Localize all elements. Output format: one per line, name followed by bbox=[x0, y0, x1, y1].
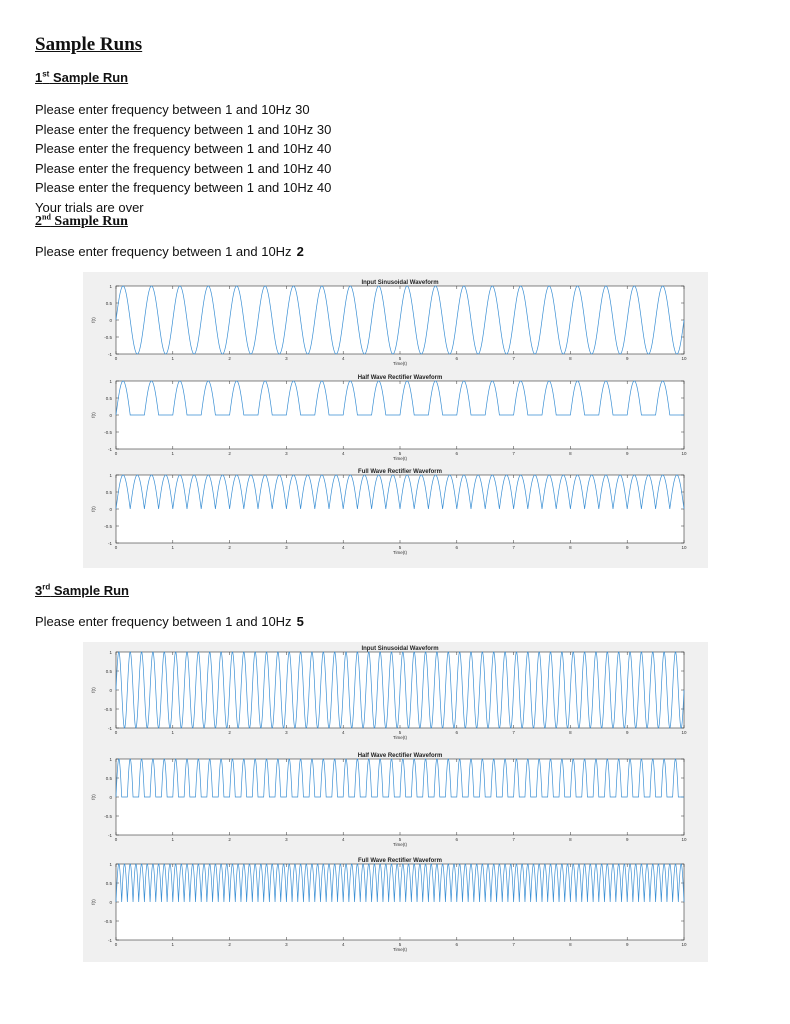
y-tick-label: -1 bbox=[107, 447, 112, 452]
x-tick-label: 6 bbox=[455, 451, 459, 456]
x-axis-label: Time(t) bbox=[392, 735, 408, 740]
x-tick-label: 4 bbox=[341, 356, 345, 361]
run1-line: Please enter the frequency between 1 and 10Hz 40 bbox=[35, 160, 332, 176]
y-axis-label: f(t) bbox=[91, 412, 96, 418]
y-tick-label: 0 bbox=[109, 413, 112, 418]
x-tick-label: 0 bbox=[114, 730, 118, 735]
y-tick-label: -0.5 bbox=[104, 919, 112, 924]
y-tick-label: 0.5 bbox=[105, 669, 112, 674]
x-tick-label: 2 bbox=[228, 356, 231, 361]
y-tick-label: 0 bbox=[109, 688, 112, 693]
run1-line: Your trials are over bbox=[35, 199, 144, 215]
x-tick-label: 9 bbox=[625, 837, 629, 842]
y-tick-label: 1 bbox=[109, 284, 112, 289]
run3-heading-num: 3 bbox=[35, 583, 43, 598]
x-tick-label: 5 bbox=[398, 942, 402, 947]
y-tick-label: -0.5 bbox=[104, 335, 112, 340]
chart-full-wave-rectifier-waveform bbox=[91, 858, 687, 952]
x-tick-label: 8 bbox=[569, 730, 572, 735]
y-tick-label: 1 bbox=[109, 379, 112, 384]
x-tick-label: 7 bbox=[512, 730, 515, 735]
y-axis-label: f(t) bbox=[91, 899, 96, 905]
x-tick-label: 5 bbox=[398, 451, 402, 456]
x-tick-label: 0 bbox=[114, 545, 118, 550]
chart-title: Half Wave Rectifier Waveform bbox=[357, 375, 443, 381]
y-tick-label: -1 bbox=[107, 726, 112, 731]
y-tick-label: -0.5 bbox=[104, 707, 112, 712]
y-tick-label: 0.5 bbox=[105, 776, 112, 781]
run1-line: Please enter the frequency between 1 and 10Hz 30 bbox=[35, 121, 332, 137]
run1-heading-num: 1 bbox=[35, 70, 43, 85]
y-tick-label: 1 bbox=[109, 650, 112, 655]
x-tick-label: 0 bbox=[114, 942, 118, 947]
run3-heading-sup: rd bbox=[42, 582, 51, 592]
y-tick-label: -1 bbox=[107, 938, 112, 943]
chart-title: Full Wave Rectifier Waveform bbox=[358, 858, 442, 864]
x-tick-label: 3 bbox=[285, 730, 288, 735]
x-tick-label: 5 bbox=[398, 545, 402, 550]
x-axis-label: Time(t) bbox=[392, 361, 408, 366]
x-tick-label: 9 bbox=[625, 451, 629, 456]
x-tick-label: 9 bbox=[625, 356, 629, 361]
y-tick-label: 1 bbox=[109, 862, 112, 867]
chart-half-wave-rectifier-waveform bbox=[91, 375, 687, 461]
x-tick-label: 3 bbox=[285, 545, 288, 550]
y-tick-label: 0 bbox=[109, 507, 112, 512]
run3-heading bbox=[35, 583, 129, 598]
x-tick-label: 3 bbox=[285, 451, 288, 456]
x-tick-label: 8 bbox=[569, 942, 572, 947]
x-tick-label: 1 bbox=[171, 545, 175, 550]
run2-heading-num: 2 bbox=[35, 214, 42, 229]
run2-prompt-value: 2 bbox=[296, 244, 304, 259]
x-tick-label: 5 bbox=[398, 837, 402, 842]
y-tick-label: -0.5 bbox=[104, 814, 112, 819]
chart-input-sinusoidal-waveform bbox=[91, 280, 687, 366]
run3-figure-canvas bbox=[83, 642, 708, 962]
chart-input-sinusoidal-waveform bbox=[91, 646, 687, 740]
x-tick-label: 5 bbox=[398, 356, 402, 361]
x-tick-label: 10 bbox=[681, 837, 687, 842]
x-tick-label: 7 bbox=[512, 356, 515, 361]
y-axis-label: f(t) bbox=[91, 506, 96, 512]
y-tick-label: -0.5 bbox=[104, 430, 112, 435]
y-axis-label: f(t) bbox=[91, 687, 96, 693]
x-axis-label: Time(t) bbox=[392, 842, 408, 847]
chart-half-wave-rectifier-waveform bbox=[91, 753, 687, 847]
run3-prompt bbox=[35, 614, 304, 629]
run2-figure-canvas bbox=[83, 272, 708, 568]
x-tick-label: 2 bbox=[228, 545, 231, 550]
run2-heading-sup: nd bbox=[42, 212, 51, 222]
y-tick-label: 1 bbox=[109, 757, 112, 762]
x-tick-label: 7 bbox=[512, 837, 515, 842]
run2-heading-text: Sample Run bbox=[50, 214, 128, 229]
run3-prompt-value: 5 bbox=[296, 614, 304, 629]
x-tick-label: 6 bbox=[455, 730, 459, 735]
run2-prompt bbox=[35, 244, 304, 259]
x-tick-label: 3 bbox=[285, 837, 288, 842]
y-tick-label: 0.5 bbox=[105, 490, 112, 495]
x-tick-label: 9 bbox=[625, 545, 629, 550]
x-tick-label: 4 bbox=[341, 545, 345, 550]
y-tick-label: -1 bbox=[107, 833, 112, 838]
x-tick-label: 2 bbox=[228, 942, 231, 947]
x-tick-label: 8 bbox=[569, 545, 572, 550]
x-tick-label: 0 bbox=[114, 837, 118, 842]
run1-heading-text: Sample Run bbox=[49, 70, 129, 85]
x-tick-label: 9 bbox=[625, 942, 629, 947]
run2-heading bbox=[35, 214, 128, 230]
y-tick-label: 0.5 bbox=[105, 881, 112, 886]
run1-output bbox=[35, 100, 331, 217]
chart-full-wave-rectifier-waveform bbox=[91, 469, 687, 555]
y-tick-label: 0 bbox=[109, 318, 112, 323]
x-tick-label: 1 bbox=[171, 837, 175, 842]
chart-title: Input Sinusoidal Waveform bbox=[361, 280, 439, 286]
x-tick-label: 1 bbox=[171, 942, 175, 947]
x-tick-label: 5 bbox=[398, 730, 402, 735]
x-tick-label: 0 bbox=[114, 356, 118, 361]
y-tick-label: -1 bbox=[107, 352, 112, 357]
run3-prompt-text: Please enter frequency between 1 and 10Hz bbox=[35, 614, 292, 629]
x-tick-label: 7 bbox=[512, 451, 515, 456]
x-axis-label: Time(t) bbox=[392, 456, 408, 461]
x-tick-label: 6 bbox=[455, 356, 459, 361]
x-tick-label: 10 bbox=[681, 730, 687, 735]
run1-line: Please enter the frequency between 1 and 10Hz 40 bbox=[35, 141, 332, 156]
x-tick-label: 10 bbox=[681, 545, 687, 550]
x-tick-label: 1 bbox=[171, 356, 175, 361]
x-tick-label: 4 bbox=[341, 837, 345, 842]
chart-title: Full Wave Rectifier Waveform bbox=[358, 469, 442, 475]
x-tick-label: 3 bbox=[285, 942, 288, 947]
x-tick-label: 1 bbox=[171, 730, 175, 735]
x-tick-label: 6 bbox=[455, 942, 459, 947]
y-tick-label: 0.5 bbox=[105, 396, 112, 401]
chart-title: Half Wave Rectifier Waveform bbox=[357, 753, 443, 759]
run1-heading bbox=[35, 70, 128, 85]
x-tick-label: 1 bbox=[171, 451, 175, 456]
y-tick-label: 0 bbox=[109, 900, 112, 905]
x-tick-label: 10 bbox=[681, 942, 687, 947]
run3-heading-text: Sample Run bbox=[50, 583, 129, 598]
y-tick-label: 1 bbox=[109, 473, 112, 478]
x-tick-label: 7 bbox=[512, 942, 515, 947]
x-tick-label: 6 bbox=[455, 837, 459, 842]
x-tick-label: 7 bbox=[512, 545, 515, 550]
x-tick-label: 2 bbox=[228, 837, 231, 842]
y-tick-label: -1 bbox=[107, 541, 112, 546]
run2-prompt-text: Please enter frequency between 1 and 10Hz bbox=[35, 244, 292, 259]
y-tick-label: 0.5 bbox=[105, 301, 112, 306]
x-tick-label: 10 bbox=[681, 451, 687, 456]
run1-heading-sup: st bbox=[42, 69, 50, 79]
x-tick-label: 8 bbox=[569, 356, 572, 361]
run1-line: Please enter frequency between 1 and 10Hz 30 bbox=[35, 102, 310, 117]
x-tick-label: 8 bbox=[569, 837, 572, 842]
run1-line: Please enter the frequency between 1 and 10Hz 40 bbox=[35, 180, 332, 195]
y-axis-label: f(t) bbox=[91, 794, 96, 800]
x-tick-label: 8 bbox=[569, 451, 572, 456]
x-tick-label: 3 bbox=[285, 356, 288, 361]
x-axis-label: Time(t) bbox=[392, 947, 408, 952]
x-tick-label: 4 bbox=[341, 451, 345, 456]
y-axis-label: f(t) bbox=[91, 317, 96, 323]
x-tick-label: 6 bbox=[455, 545, 459, 550]
y-tick-label: -0.5 bbox=[104, 524, 112, 529]
x-tick-label: 2 bbox=[228, 730, 231, 735]
page-title: Sample Runs bbox=[35, 34, 143, 55]
x-tick-label: 10 bbox=[681, 356, 687, 361]
run3-figure bbox=[83, 642, 708, 962]
x-tick-label: 4 bbox=[341, 730, 345, 735]
run2-figure bbox=[83, 272, 708, 568]
chart-title: Input Sinusoidal Waveform bbox=[361, 646, 439, 652]
x-tick-label: 2 bbox=[228, 451, 231, 456]
x-tick-label: 9 bbox=[625, 730, 629, 735]
x-tick-label: 0 bbox=[114, 451, 118, 456]
y-tick-label: 0 bbox=[109, 795, 112, 800]
x-tick-label: 4 bbox=[341, 942, 345, 947]
x-axis-label: Time(t) bbox=[392, 550, 408, 555]
